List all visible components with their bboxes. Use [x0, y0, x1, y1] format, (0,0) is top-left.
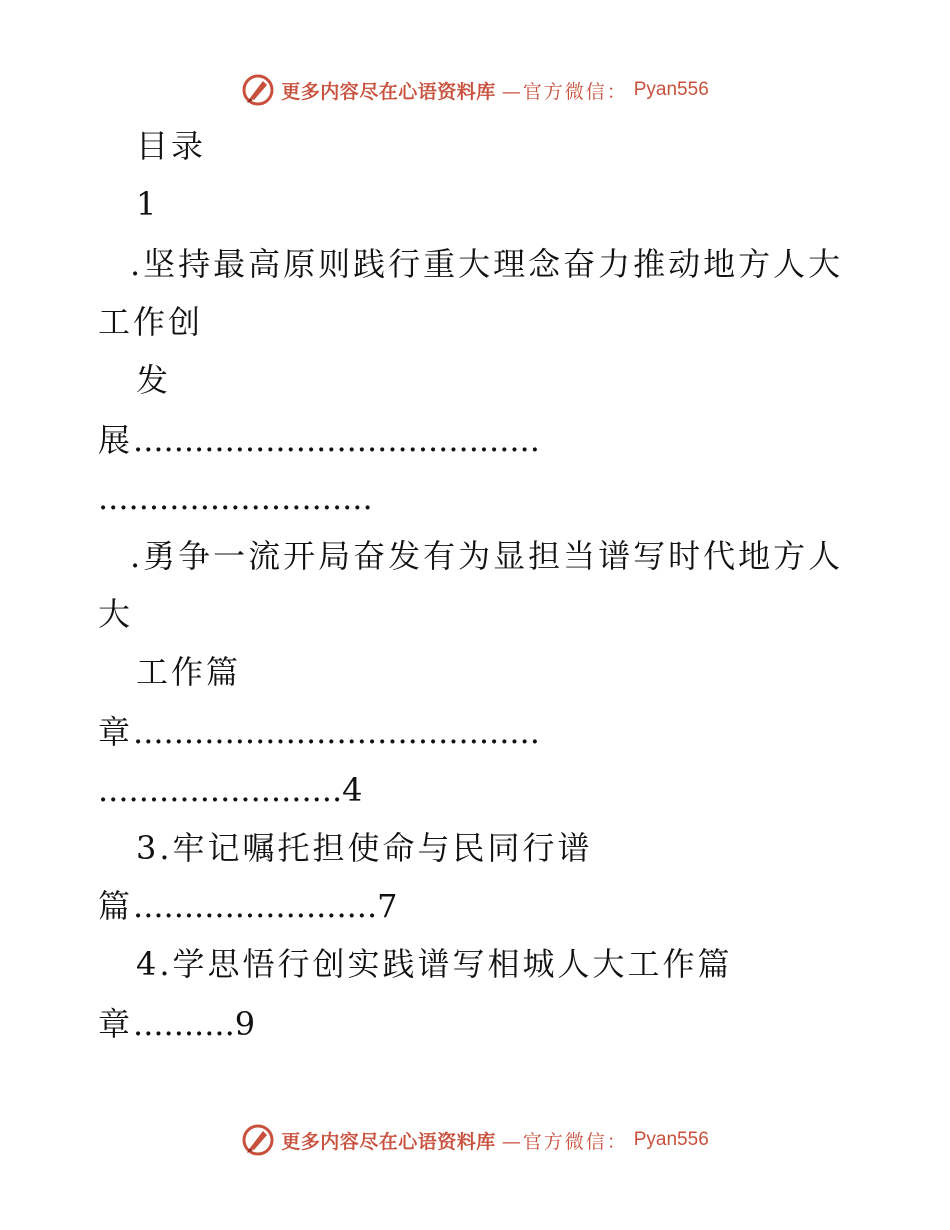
toc-entry-4-title-end: 章: [98, 1005, 134, 1043]
toc-entry-3-leader: [98, 886, 401, 926]
toc-entry-4-title-text: .学思悟行创实践谱写相城人大工作篇: [159, 945, 733, 983]
footer-watermark: [0, 1120, 950, 1160]
header-watermark: [0, 70, 950, 110]
watermark-site-text: 更多内容尽在心语资料库: [281, 1130, 496, 1153]
toc-entry-1-title: .坚持最高原则践行重大理念奋力推动地方人大: [130, 245, 844, 283]
toc-entry-4-page: 9: [234, 1005, 259, 1043]
watermark-account-text: Pyan556: [633, 79, 709, 100]
toc-entry-1-title-cont2: 发: [136, 361, 172, 399]
toc-heading: 目录: [136, 127, 207, 165]
toc-entry-4-dots: ..........: [133, 1005, 235, 1043]
toc-entry-3-number: 3: [136, 829, 160, 867]
toc-entry-3-title-end: 篇: [98, 887, 134, 925]
toc-entry-1-leader: [98, 420, 540, 460]
toc-entry-2-title: .勇争一流开局奋发有为显担当谱写时代地方人: [130, 537, 844, 575]
toc-entry-1-number: 1: [136, 185, 160, 223]
toc-entry-2-leader: [98, 712, 540, 752]
toc-entry-1-title-end: 展: [98, 421, 134, 459]
toc-entry-4-number: 4: [136, 945, 160, 983]
toc-entry-3-page: 7: [377, 887, 401, 925]
toc-entry-2-dots: ........................................: [133, 713, 540, 751]
toc-entry-1-dots: ........................................: [133, 421, 540, 459]
toc-entry-4-leader: [98, 1004, 258, 1044]
quill-pen-logo-icon: [241, 73, 275, 107]
quill-pen-logo-icon: [241, 1123, 275, 1157]
toc-entry-2-dots-cont: ........................: [98, 771, 343, 809]
toc-entry-1-leader-cont: ...........................: [98, 479, 373, 517]
toc-entry-2-title-cont2: 工作篇: [136, 653, 242, 691]
watermark-site-text: 更多内容尽在心语资料库: [281, 80, 496, 103]
toc-entry-3-title: [136, 828, 593, 868]
watermark-separator-text: —官方微信：: [501, 80, 628, 103]
toc-entry-2-leader-cont: [98, 770, 365, 810]
watermark-separator-text: —官方微信：: [501, 1130, 628, 1153]
toc-entry-2-title-cont: 大: [98, 595, 134, 633]
toc-entry-1-title-cont: 工作创: [98, 303, 204, 341]
toc-entry-2-title-end: 章: [98, 713, 134, 751]
toc-entry-4-title: [136, 944, 733, 984]
toc-entry-3-title-text: .牢记嘱托担使命与民同行谱: [159, 829, 593, 867]
toc-entry-2-page: 4: [342, 771, 366, 809]
toc-entry-3-dots: ........................: [133, 887, 378, 925]
watermark-account-text: Pyan556: [633, 1129, 709, 1150]
